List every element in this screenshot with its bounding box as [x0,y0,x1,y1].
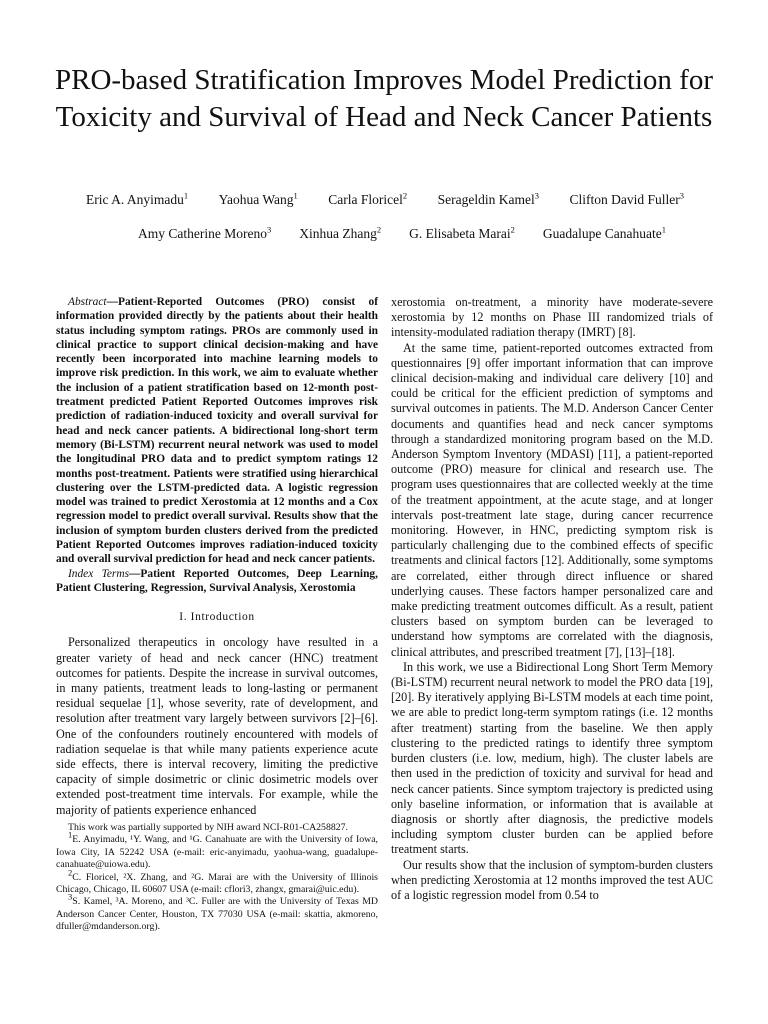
author: Serageldin Kamel$^3$ [437,190,539,207]
footnote-affiliation-2: $^2$C. Floricel, ²X. Zhang, and ²G. Marai are with the University of Illinois Chicago, Chicago, IL 60607 USA (e-mail: cflori3, zhangx, gmarai@uic.edu). [56,867,378,896]
author: Clifton David Fuller$^3$ [569,190,684,207]
author: Eric A. Anyimadu$^1$ [86,190,189,207]
left-column [56,295,378,818]
author: Xinhua Zhang$^2$ [299,224,382,241]
paper-title: PRO-based Stratification Improves Model Prediction for Toxicity and Survival of Head and Neck Cancer Patients [54,64,713,133]
author-row-2 [40,226,728,242]
body-paragraph: In this work, we use a Bidirectional Long Short Term Memory (Bi-LSTM) recurrent neural network to model the PRO data [19], [20]. By iteratively applying Bi-LSTM models at each time point, we are able to predict long-term symptom ratings (i.e. 12 months after treatment) starting from the baseline. We then apply clustering to the predicted ratings to identify three symptom burden clusters (i.e. low, medium, high). The cluster labels are then used in the prediction of toxicity and survival for head and neck cancer patients. Since symptom trajectory is predicted using only baseline information, or information that is available at diagnosis or shortly after diagnosis, the predictive models including symptom cluster burden can be applied before treatment starts. [391,659,713,857]
footnote-funding: This work was partially supported by NIH award NCI-R01-CA258827. [68,822,348,833]
author: Yaohua Wang$^1$ [218,190,298,207]
abstract-label: Abstract [68,296,107,308]
author-row-1 [40,192,728,208]
author: Guadalupe Canahuate$^1$ [542,224,666,241]
author: Amy Catherine Moreno$^3$ [138,224,272,241]
footnote-affiliation-3: $^3$S. Kamel, ³A. Moreno, and ³C. Fuller are with the University of Texas MD Anderson Cancer Center, Houston, TX 77030 USA (e-mail: skattia, akmoreno, dfuller@mdanderson.org). [56,892,378,933]
author: Carla Floricel$^2$ [328,190,408,207]
body-paragraph: At the same time, patient-reported outcomes extracted from questionnaires [9] offer important information that can improve clinical decision-making and individual care delivery [10] and could be critical for the efficient prediction of symptoms and survival outcomes in patients. The M.D. Anderson Cancer Center documents and quantifies head and neck cancer symptoms through a standardized monitoring program based on the M.D. Anderson Symptom Inventory (MDASI) [11], a patient-reported outcome (PRO) measure for clinical and research use. The program uses questionnaires that are collected weekly at the time of the treatment appointment, at the acute stage, and at longer intervals post-treatment late stage, during cancer recurrence monitoring. However, in HNC, predicting symptom risk is particularly challenging due to the combined effects of specific treatments and clinical factors [12]. Additionally, some symptoms are correlated, either through direct influence or shared underlying causes. These factors hamper personalized care and make predicting treatment outcomes difficult. As a result, patient clusters based on symptom burden can be leveraged to understand how symptoms are correlated with the diagnosis, clinical attributes, and prescribed treatment [7], [13]–[18]. [391,340,713,659]
index-terms: Index Terms—Patient Reported Outcomes, Deep Learning, Patient Clustering, Regression, Survival Analysis, Xerostomia [56,567,378,594]
footnotes [56,822,378,934]
intro-paragraph: Personalized therapeutics in oncology have resulted in a greater variety of head and neck cancer (HNC) treatment outcomes for patients. Despite the increase in survival outcomes, in many patients, treatment leads to long-lasting or permanent residual sequelae [1], whose severity, rate of development, and resolution after treatment vary largely between survivors [2]–[6]. One of the confounders routinely encountered with models of radiation sequelae is that while many patients experience acute side effects, there is interval recovery, limiting the predictive capacity of simple dosimetric or clinic dosimetric models over extended post-treatment time intervals. For example, while the majority of patients experience enhanced [56,635,378,817]
author: G. Elisabeta Marai$^2$ [409,224,515,241]
abstract: Abstract—Patient-Reported Outcomes (PRO) consist of information provided directly by the patients about their health status including symptom ratings. PROs are commonly used in clinical practice to support clinical decision-making and have recently been incorporated into machine learning models to improve risk prediction. In this work, we aim to evaluate whether the inclusion of a patient stratification based on 12-month post-treatment predicted Patient Reported Outcomes improves risk prediction of radiation-induced toxicity and overall survival for head and neck cancer patients. A bidirectional long-short term memory (Bi-LSTM) recurrent neural network was used to model the longitudinal PRO data and to predict symptom ratings 12 months post-treatment. Patients were stratified using hierarchical clustering over the LSTM-predicted data. A logistic regression model was trained to predict Xerostomia at 12 months and a Cox regression model to predict overall survival. Results show that the inclusion of symptom burden clusters derived from the predicted Patient Reported Outcomes improves radiation-induced toxicity and overall survival prediction for head and neck cancer patients. [56,296,378,566]
index-terms-label: Index Terms [68,567,130,580]
right-column [391,295,713,903]
section-heading-introduction: I. Introduction [179,611,255,624]
body-paragraph: xerostomia on-treatment, a minority have moderate-severe xerostomia by 12 months on Phase III randomized trials of intensity-modulated radiation therapy (IMRT) [8]. [391,295,713,340]
body-paragraph: Our results show that the inclusion of symptom-burden clusters when predicting Xerostomia at 12 months improved the test AUC of a logistic regression model from 0.54 to [391,857,713,902]
footnote-affiliation-1: $^1$E. Anyimadu, ¹Y. Wang, and ¹G. Canahuate are with the University of Iowa, Iowa City, IA 52242 USA (e-mail: eric-anyimadu, yaohua-wang, guadalupe-canahuate@uiowa.edu). [56,830,378,871]
